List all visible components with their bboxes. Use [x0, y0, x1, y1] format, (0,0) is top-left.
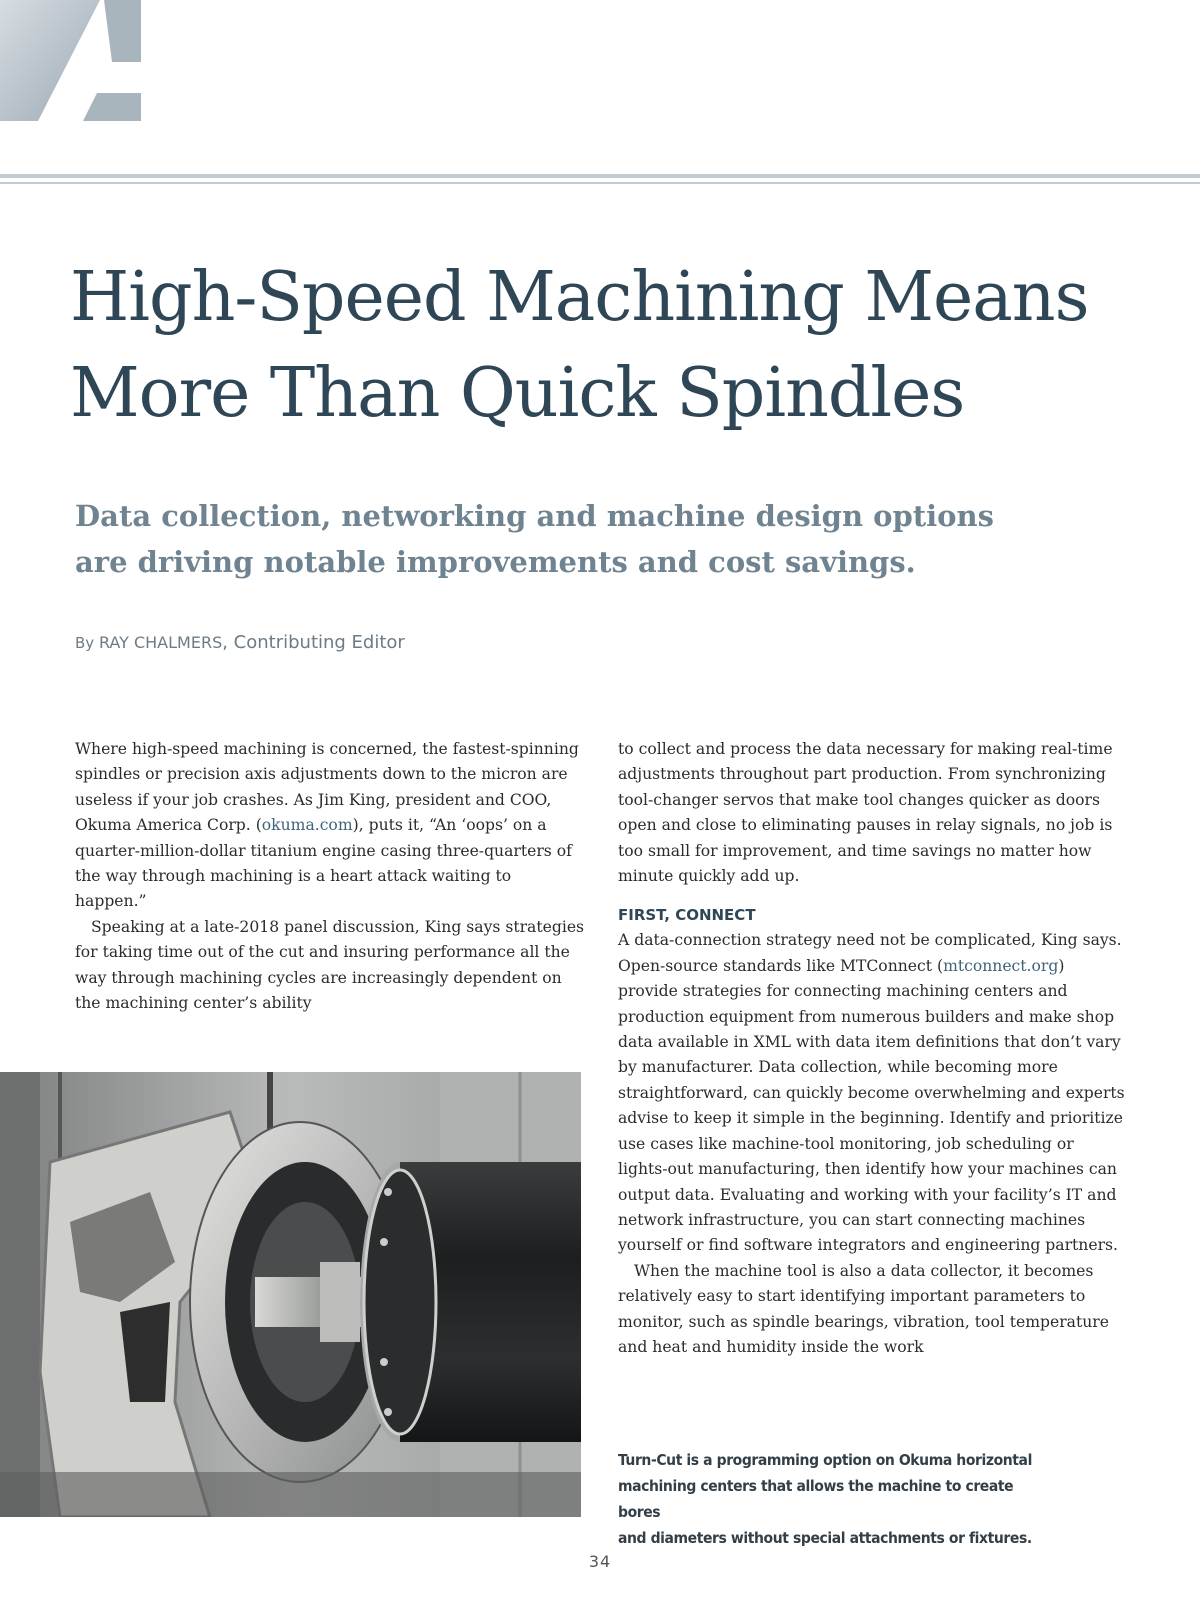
paragraph: [75, 737, 585, 915]
article-subtitle: [75, 493, 1075, 585]
paragraph: to collect and process the data necessary for making real-time adjustments throughout part production. From synchronizing tool-changer servos that make tool changes quicker as doors open and close to eliminating pauses in relay signals, no job is too small for improvement, and time savings no matter how minute quickly add up.: [618, 740, 1113, 886]
left-column: [75, 737, 585, 1016]
byline-prefix: By: [75, 634, 99, 652]
okuma-link[interactable]: okuma.com: [261, 816, 353, 835]
byline-author: RAY CHALMERS: [98, 633, 223, 652]
subtitle-line-1: Data collection, networking and machine design options: [75, 499, 994, 533]
byline: [75, 632, 405, 653]
subtitle-line-2: are driving notable improvements and cost savings.: [75, 545, 916, 579]
section-heading: FIRST, CONNECT: [618, 906, 756, 925]
page-number: 34: [588, 1552, 612, 1571]
title-line-2: More Than Quick Spindles: [70, 354, 965, 433]
machining-center-photo: [0, 1072, 581, 1517]
paragraph: [618, 928, 1128, 1258]
paragraph-text: ), puts it, “An ‘oops’ on a quarter-million-dollar titanium engine casing three-quarters of the way through machining is a heart attack waiting to happen.”: [75, 816, 572, 911]
header-rule: [0, 174, 1200, 178]
paragraph: Speaking at a late-2018 panel discussion, King says strategies for taking time out of the cut and insuring performance all the way through machining cycles are increasingly dependent on the machining center’s ability: [75, 917, 585, 1013]
header-rule-thin: [0, 182, 1200, 184]
byline-role: , Contributing Editor: [222, 632, 405, 653]
photo-caption: [618, 1447, 1058, 1551]
paragraph-text: Where high-speed machining is concerned, the fastest-spinning spindles or precision axis adjustments down to the micron are useless if your job crashes. As Jim King, president and COO, Okuma America Corp. (: [75, 740, 579, 835]
paragraph-text: ) provide strategies for connecting machining centers and production equipment from numerous builders and make shop data available in XML with data item definitions that don’t vary by manufacturer. Data collection, while becoming more straightforward, can quickly become overwhelming and experts advise to keep it simple in the beginning. Identify and prioritize use cases like machine-tool monitoring, job scheduling or lights-out manufacturing, then identify how your machines can output data. Evaluating and working with your facility’s IT and network infrastructure, you can start connecting machines yourself or find software integrators and engineering partners.: [618, 956, 1125, 1255]
caption-line: machining centers that allows the machine to create bores: [618, 1477, 1014, 1521]
mtconnect-link[interactable]: mtconnect.org: [943, 956, 1059, 975]
caption-line: and diameters without special attachments or fixtures.: [618, 1529, 1032, 1547]
title-line-1: High-Speed Machining Means: [70, 258, 1089, 337]
article-title: [70, 250, 1180, 442]
magazine-logo-icon: [0, 0, 150, 125]
paragraph: When the machine tool is also a data collector, it becomes relatively easy to start identifying important parameters to monitor, such as spindle bearings, vibration, tool temperature and heat and humidity inside the work: [618, 1261, 1109, 1356]
caption-line: Turn-Cut is a programming option on Okuma horizontal: [618, 1451, 1032, 1469]
paragraph-text: A data-connection strategy need not be complicated, King says. Open-source standards like MTConnect (: [618, 931, 1122, 975]
right-column: [618, 737, 1128, 1360]
